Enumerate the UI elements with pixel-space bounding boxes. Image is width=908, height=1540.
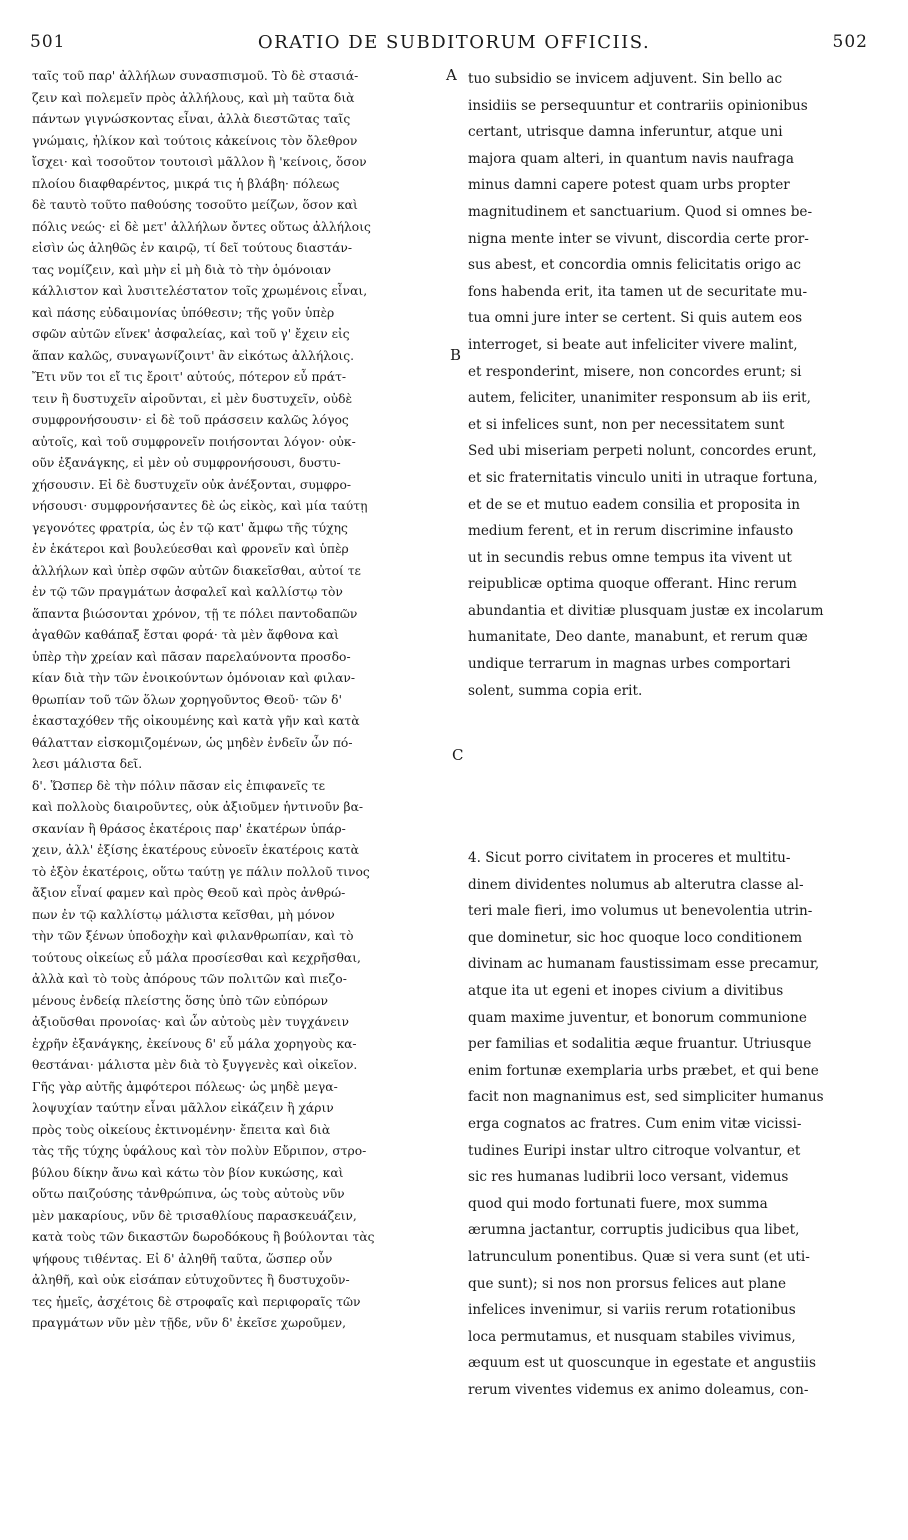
text-line: 4. Sicut porro civitatem in proceres et multitu- bbox=[468, 850, 791, 866]
text-line: facit non magnanimus est, sed simpliciter humanus bbox=[468, 1089, 824, 1106]
text-line: θρωπίαν τοῦ τῶν ὅλων χορηγοῦντος Θεοῦ· τῶν δ' bbox=[32, 692, 342, 707]
text-line: majora quam alteri, in quantum navis naufraga bbox=[468, 150, 794, 167]
page-header bbox=[0, 32, 908, 60]
text-line: αὐτοῖς, καὶ τοῦ συμφρονεῖν ποιήσονται λόγον· οὐκ- bbox=[32, 434, 356, 449]
text-line: ἐχρῆν ἐξανάγκης, ἐκείνους δ' εὖ μάλα χορηγοὺς κα- bbox=[32, 1036, 357, 1051]
text-line: τὴν τῶν ξένων ὑποδοχὴν καὶ φιλανθρωπίαν, καὶ τὸ bbox=[32, 929, 354, 943]
text-line: χήσουσιν. Εἰ δὲ δυστυχεῖν οὐκ ἀνέξονται, συμφρο- bbox=[32, 477, 352, 492]
text-line: γεγονότες φρατρία, ὡς ἐν τῷ κατ' ἄμφω τῆς τύχης bbox=[32, 520, 348, 535]
text-line: ἅπαντα βιώσονται χρόνον, τῇ τε πόλει παντοδαπῶν bbox=[32, 606, 358, 621]
text-line: ἐν τῷ τῶν πραγμάτων ἀσφαλεῖ καὶ καλλίστῳ τὸν bbox=[32, 585, 343, 599]
text-line: abundantia et divitiæ plusquam justæ ex incolarum bbox=[468, 602, 824, 619]
running-title: ORATIO DE SUBDITORUM OFFICIIS. bbox=[257, 32, 651, 53]
text-line: θεστάναι· μάλιστα μὲν διὰ τὸ ξυγγενὲς καὶ οἰκεῖον. bbox=[32, 1058, 358, 1072]
text-line: tua omni jure inter se certent. Si quis autem eos bbox=[468, 310, 803, 327]
text-line: πων ἐν τῷ καλλίστῳ μάλιστα κεῖσθαι, μὴ μόνον bbox=[32, 907, 335, 922]
text-line: κάλλιστον καὶ λυσιτελέστατον τοῖς χρωμένοις εἶναι, bbox=[32, 284, 368, 298]
text-line: δ'. Ὥσπερ δὲ τὴν πόλιν πᾶσαν εἰς ἐπιφανεῖς τε bbox=[32, 778, 326, 793]
latin-text-column-top bbox=[468, 66, 876, 704]
text-line: ἀληθῆ, καὶ οὐκ εἰσάπαν εὐτυχοῦντες ἢ δυστυχοῦν- bbox=[32, 1273, 350, 1287]
text-line: τειν ἢ δυστυχεῖν αἱροῦνται, εἰ μὲν δυστυχεῖν, οὐδὲ bbox=[32, 391, 353, 406]
margin-letter-b: B bbox=[450, 346, 462, 364]
text-line: infelices invenimur, si variis rerum rotationibus bbox=[468, 1302, 796, 1319]
text-line: ἑκασταχόθεν τῆς οἰκουμένης καὶ κατὰ γῆν καὶ κατὰ bbox=[32, 714, 360, 728]
text-line: πάντων γιγνώσκοντας εἶναι, ἀλλὰ διεστῶτας ταῖς bbox=[32, 112, 351, 126]
text-line: ζειν καὶ πολεμεῖν πρὸς ἀλλήλους, καὶ μὴ ταῦτα διὰ bbox=[32, 90, 355, 105]
text-line: solent, summa copia erit. bbox=[468, 682, 643, 699]
text-line: divinam ac humanam faustissimam esse precamur, bbox=[468, 956, 820, 973]
text-line: ærumna jactantur, corruptis judicibus qua libet, bbox=[468, 1222, 800, 1239]
text-line: μὲν μακαρίους, νῦν δὲ τρισαθλίους παρασκευάζειν, bbox=[32, 1208, 357, 1223]
text-line: τας νομίζειν, καὶ μὴν εἰ μὴ διὰ τὸ τὴν ὁμόνοιαν bbox=[32, 262, 331, 277]
text-line: ψήφους τιθέντας. Εἰ δ' ἀληθῆ ταῦτα, ὥσπερ οὖν bbox=[32, 1251, 333, 1266]
text-line: καὶ πολλοὺς διαιροῦντες, οὐκ ἀξιοῦμεν ἡντινοῦν βα- bbox=[32, 800, 364, 814]
text-line: minus damni capere potest quam urbs propter bbox=[468, 177, 790, 194]
text-line: rerum viventes videmus ex animo doleamus, con- bbox=[468, 1381, 809, 1398]
text-line: τὸ ἐξὸν ἑκατέροις, οὕτω ταύτῃ γε πάλιν πολλοῦ τινος bbox=[32, 864, 370, 879]
page-number-left: 501 bbox=[30, 32, 66, 52]
text-line: æquum est ut quoscunque in egestate et angustiis bbox=[468, 1355, 816, 1372]
text-line: dinem dividentes nolumus ab alterutra classe al- bbox=[468, 876, 804, 893]
text-line: οῦν ἐξανάγκης, εἰ μὲν οὐ συμφρονήσουσι, δυστυ- bbox=[32, 456, 341, 470]
text-line: πρὸς τοὺς οἰκείους ἐκτινομένην· ἔπειτα καὶ διὰ bbox=[32, 1122, 331, 1137]
text-line: teri male fieri, imo volumus ut benevolentia utrin- bbox=[468, 903, 813, 920]
text-line: ἅπαν καλῶς, συναγωνίζοιντ' ἂν εἰκότως ἀλλήλοις. bbox=[32, 348, 355, 363]
text-line: δὲ ταυτὸ τοῦτο παθούσης τοσοῦτο μείζων, ὅσον καὶ bbox=[32, 198, 358, 212]
text-line: ἐν ἑκάτεροι καὶ βουλεύεσθαι καὶ φρονεῖν καὶ ὑπὲρ bbox=[32, 542, 349, 556]
text-line: enim fortunæ exemplaria urbs præbet, et qui bene bbox=[468, 1062, 819, 1079]
text-line: μένους ἐνδείᾳ πλείστης ὅσης ὑπὸ τῶν εὐπόρων bbox=[32, 993, 328, 1008]
text-line: τες ἡμεῖς, ἀσχέτοις δὲ στροφαῖς καὶ περιφοραῖς τῶν bbox=[32, 1294, 361, 1309]
text-line: reipublicæ optima quoque offerant. Hinc rerum bbox=[468, 576, 797, 593]
text-line: autem, feliciter, unanimiter responsum ab iis erit, bbox=[468, 390, 811, 407]
text-line: κίαν διὰ τὴν τῶν ἐνοικούντων ὁμόνοιαν καὶ φιλαν- bbox=[32, 671, 356, 685]
text-line: erga cognatos ac fratres. Cum enim vitæ vicissi- bbox=[468, 1115, 802, 1132]
margin-letter-a: A bbox=[446, 66, 457, 84]
text-line: undique terrarum in magnas urbes comportari bbox=[468, 656, 791, 673]
text-line: tuo subsidio se invicem adjuvent. Sin bello ac bbox=[468, 71, 783, 87]
text-line: ut in secundis rebus omne tempus ita vivent ut bbox=[468, 549, 792, 566]
text-line: Sed ubi miseriam perpeti nolunt, concordes erunt, bbox=[468, 443, 817, 460]
text-line: latrunculum ponentibus. Quæ si vera sunt (et uti- bbox=[468, 1248, 810, 1265]
text-line: magnitudinem et sanctuarium. Quod si omnes be- bbox=[468, 203, 813, 220]
text-line: σκανίαν ἢ θράσος ἑκατέροις παρ' ἑκατέρων ὑπάρ- bbox=[32, 821, 346, 836]
text-line: medium ferent, et in rerum discrimine infausto bbox=[468, 523, 794, 540]
text-line: Γῆς γὰρ αὐτῆς ἀμφότεροι πόλεως· ὡς μηδὲ μεγα- bbox=[32, 1079, 338, 1094]
text-line: ἀλλήλων καὶ ὑπὲρ σφῶν αὐτῶν διακεῖσθαι, αὐτοί τε bbox=[32, 563, 361, 578]
text-line: per familias et sodalitia æque fruantur. Utriusque bbox=[468, 1036, 812, 1053]
text-line: sic res humanas ludibrii loco versant, videmus bbox=[468, 1169, 789, 1186]
greek-text-column bbox=[32, 66, 452, 1335]
text-line: χειν, ἀλλ' ἐξίσης ἑκατέρους εὐνοεῖν ἑκατέροις κατὰ bbox=[32, 843, 359, 857]
text-line: λοψυχίαν ταύτην εἶναι μᾶλλον εἰκάζειν ἢ χάριν bbox=[32, 1101, 334, 1115]
text-line: πραγμάτων νῦν μὲν τῇδε, νῦν δ' ἐκεῖσε χωροῦμεν, bbox=[32, 1316, 347, 1330]
text-line: quam maxime juventur, et bonorum communione bbox=[468, 1009, 807, 1026]
text-line: οὕτω παιζούσης τἀνθρώπινα, ὡς τοὺς αὐτοὺς νῦν bbox=[32, 1187, 345, 1201]
text-line: πόλις νεώς· εἰ δὲ μετ' ἀλλήλων ὄντες οὕτως ἀλλήλοις bbox=[32, 219, 371, 234]
text-line: νήσουσι· συμφρονήσαντες δὲ ὡς εἰκὸς, καὶ μία ταύτῃ bbox=[32, 499, 368, 513]
text-line: que sunt); si nos non prorsus felices aut plane bbox=[468, 1275, 787, 1292]
text-line: atque ita ut egeni et inopes civium a divitibus bbox=[468, 982, 784, 999]
text-line: λεσι μάλιστα δεῖ. bbox=[32, 757, 143, 771]
text-line: γνώμαις, ἠλίκον καὶ τούτοις κἀκείνοις τὸν ὄλεθρον bbox=[32, 133, 358, 148]
text-line: humanitate, Deo dante, manabunt, et rerum quæ bbox=[468, 629, 808, 646]
text-line: ἀξιοῦσθαι προνοίας· καὶ ὧν αὐτοὺς μὲν τυγχάνειν bbox=[32, 1015, 349, 1029]
page-number-right: 502 bbox=[832, 32, 868, 52]
text-line: et responderint, misere, non concordes erunt; si bbox=[468, 363, 802, 380]
text-line: ὑπὲρ τὴν χρείαν καὶ πᾶσαν παρελαύνοντα προσδο- bbox=[32, 649, 351, 664]
text-line: θάλατταν εἰσκομιζομένων, ὡς μηδὲν ἐνδεῖν ὧν πό- bbox=[32, 735, 353, 750]
text-line: πλοίου διαφθαρέντος, μικρά τις ἡ βλάβη· πόλεως bbox=[32, 176, 340, 191]
text-line: et sic fraternitatis vinculo uniti in utraque fortuna, bbox=[468, 469, 818, 486]
text-line: καὶ πάσης εὐδαιμονίας ὑπόθεσιν; τῆς γοῦν ὑπὲρ bbox=[32, 305, 335, 320]
text-line: Ἔτι νῦν τοι εἴ τις ἔροιτ' αὐτούς, πότερον εὖ πράτ- bbox=[32, 370, 347, 384]
latin-text-column-bottom bbox=[468, 845, 876, 1403]
text-line: interroget, si beate aut infeliciter vivere malint, bbox=[468, 336, 798, 353]
text-line: τούτους οἰκείως εὖ μάλα προσίεσθαι καὶ κεχρῆσθαι, bbox=[32, 950, 361, 965]
text-line: insidiis se persequuntur et contrariis opinionibus bbox=[468, 97, 808, 114]
text-line: ἄξιον εἶναί φαμεν καὶ πρὸς Θεοῦ καὶ πρὸς ἀνθρώ- bbox=[32, 886, 346, 900]
text-line: que dominetur, sic hoc quoque loco conditionem bbox=[468, 929, 803, 946]
text-line: εἰσὶν ὡς ἀληθῶς ἐν καιρῷ, τί δεῖ τούτους διαστάν- bbox=[32, 241, 353, 255]
text-line: tudines Euripi instar ultro citroque volvantur, et bbox=[468, 1142, 801, 1159]
text-line: βύλου δίκην ἄνω καὶ κάτω τὸν βίον κυκώσης, καὶ bbox=[32, 1165, 344, 1180]
text-line: κατὰ τοὺς τῶν δικαστῶν δωροδόκους ἢ βούλονται τὰς bbox=[32, 1230, 375, 1244]
text-line: ἴσχει· καὶ τοσοῦτον τουτοισὶ μᾶλλον ἢ 'κείνοις, ὅσον bbox=[32, 155, 367, 169]
text-line: συμφρονήσουσιν· εἰ δὲ τοῦ πράσσειν καλῶς λόγος bbox=[32, 413, 349, 427]
text-line: loca permutamus, et nusquam stabiles vivimus, bbox=[468, 1328, 796, 1345]
text-line: et si infelices sunt, non per necessitatem sunt bbox=[468, 416, 785, 433]
text-line: τὰς τῆς τύχης ὑφάλους καὶ τὸν πολὺν Εὔριπον, στρο- bbox=[32, 1144, 367, 1158]
margin-letter-c: C bbox=[452, 746, 464, 764]
text-line: quod qui modo fortunati fuere, mox summa bbox=[468, 1195, 768, 1212]
text-line: et de se et mutuo eadem consilia et proposita in bbox=[468, 496, 800, 513]
text-line: ἀγαθῶν καθάπαξ ἔσται φορά· τὰ μὲν ἄφθονα καὶ bbox=[32, 628, 339, 642]
text-line: certant, utrisque damna inferuntur, atque uni bbox=[468, 124, 783, 141]
text-line: ταῖς τοῦ παρ' ἀλλήλων συνασπισμοῦ. Τὸ δὲ στασιά- bbox=[32, 69, 359, 83]
text-line: fons habenda erit, ita tamen ut de securitate mu- bbox=[468, 283, 808, 300]
text-line: sus abest, et concordia omnis felicitatis origo ac bbox=[468, 257, 801, 274]
text-line: nigna mente inter se vivunt, discordia certe pror- bbox=[468, 230, 809, 247]
text-line: σφῶν αὐτῶν εἵνεκ' ἀσφαλείας, καὶ τοῦ γ' ἔχειν εἰς bbox=[32, 327, 350, 341]
text-line: ἀλλὰ καὶ τὸ τοὺς ἀπόρους τῶν πολιτῶν καὶ πιεζο- bbox=[32, 972, 347, 986]
